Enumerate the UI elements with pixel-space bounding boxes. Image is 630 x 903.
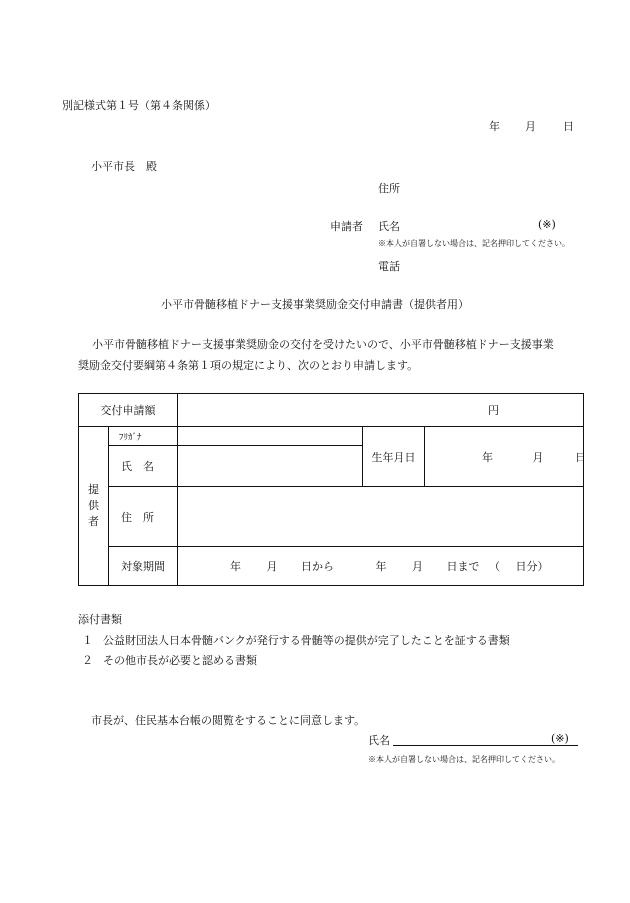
consent-seal-mark: (※) (551, 732, 569, 745)
period-from-year: 年 (230, 560, 241, 573)
name-field[interactable] (178, 446, 363, 487)
consent-name-label: 氏名 (368, 734, 390, 747)
birthdate-day: 日 (575, 450, 586, 464)
period-to-day: 日まで (446, 560, 480, 573)
period-from-month: 月 (266, 560, 278, 573)
form-number: 別記様式第１号（第４条関係） (62, 99, 216, 112)
address-label: 住 所 (109, 487, 178, 547)
furigana-field[interactable] (178, 427, 363, 446)
address-field[interactable] (178, 487, 584, 547)
body-text-line-2: 奨励金交付要綱第４条第１項の規定により、次のとおり申請します。 (78, 359, 419, 372)
document-title: 小平市骨髄移植ドナー支援事業奨励金交付申請書（提供者用） (161, 298, 469, 311)
header-date-month: 月 (525, 120, 536, 133)
provider-label-char-3: 者 (88, 515, 99, 528)
birthdate-month: 月 (532, 450, 544, 464)
applicant-address-label: 住所 (378, 182, 400, 195)
birthdate-label: 生年月日 (363, 427, 425, 487)
period-days: 日分） (515, 560, 549, 573)
provider-label-char-1: 提 (88, 483, 99, 496)
amount-label: 交付申請額 (79, 394, 178, 427)
attachment-item-1-num: １ (82, 634, 93, 647)
period-to-month: 月 (412, 560, 423, 573)
amount-field[interactable] (178, 394, 584, 427)
addressee: 小平市長 殿 (91, 160, 157, 173)
consent-seal-note: ※本人が自署しない場合は、記名押印してください。 (368, 755, 560, 764)
consent-text: 市長が、住民基本台帳の閲覧をすることに同意します。 (91, 714, 366, 727)
furigana-label: ﾌﾘｶﾞﾅ (109, 427, 178, 446)
consent-signature-line[interactable] (393, 745, 578, 746)
period-label: 対象期間 (109, 547, 178, 586)
period-to-year: 年 (375, 560, 387, 573)
header-date-day: 日 (563, 120, 574, 133)
period-field[interactable] (178, 547, 584, 586)
header-date-year: 年 (489, 120, 500, 133)
application-table (78, 393, 584, 586)
period-open-paren: （ (489, 560, 500, 573)
attachment-item-2-num: ２ (82, 654, 93, 667)
amount-unit: 円 (488, 404, 499, 417)
attachments-heading: 添付書類 (78, 613, 122, 626)
attachment-item-2-text: その他市長が必要と認める書類 (103, 654, 257, 667)
applicant-name-label: 氏名 (378, 220, 400, 233)
birthdate-year: 年 (482, 450, 493, 464)
birthdate-field[interactable] (425, 427, 584, 487)
applicant-phone-label: 電話 (378, 260, 400, 273)
applicant-seal-note: ※本人が自署しない場合は、記名押印してください。 (378, 239, 570, 248)
provider-group-label (79, 427, 109, 586)
applicant-seal-mark: (※) (538, 218, 556, 231)
applicant-label: 申請者 (330, 220, 363, 233)
body-text-line-1: 小平市骨髄移植ドナー支援事業奨励金の交付を受けたいので、小平市骨髄移植ドナー支援事業 (92, 338, 554, 351)
period-from-day: 日から (301, 560, 334, 573)
provider-label-char-2: 供 (88, 499, 99, 512)
attachment-item-1-text: 公益財団法人日本骨髄バンクが発行する骨髄等の提供が完了したことを証する書類 (103, 634, 510, 647)
name-label: 氏 名 (109, 446, 178, 487)
